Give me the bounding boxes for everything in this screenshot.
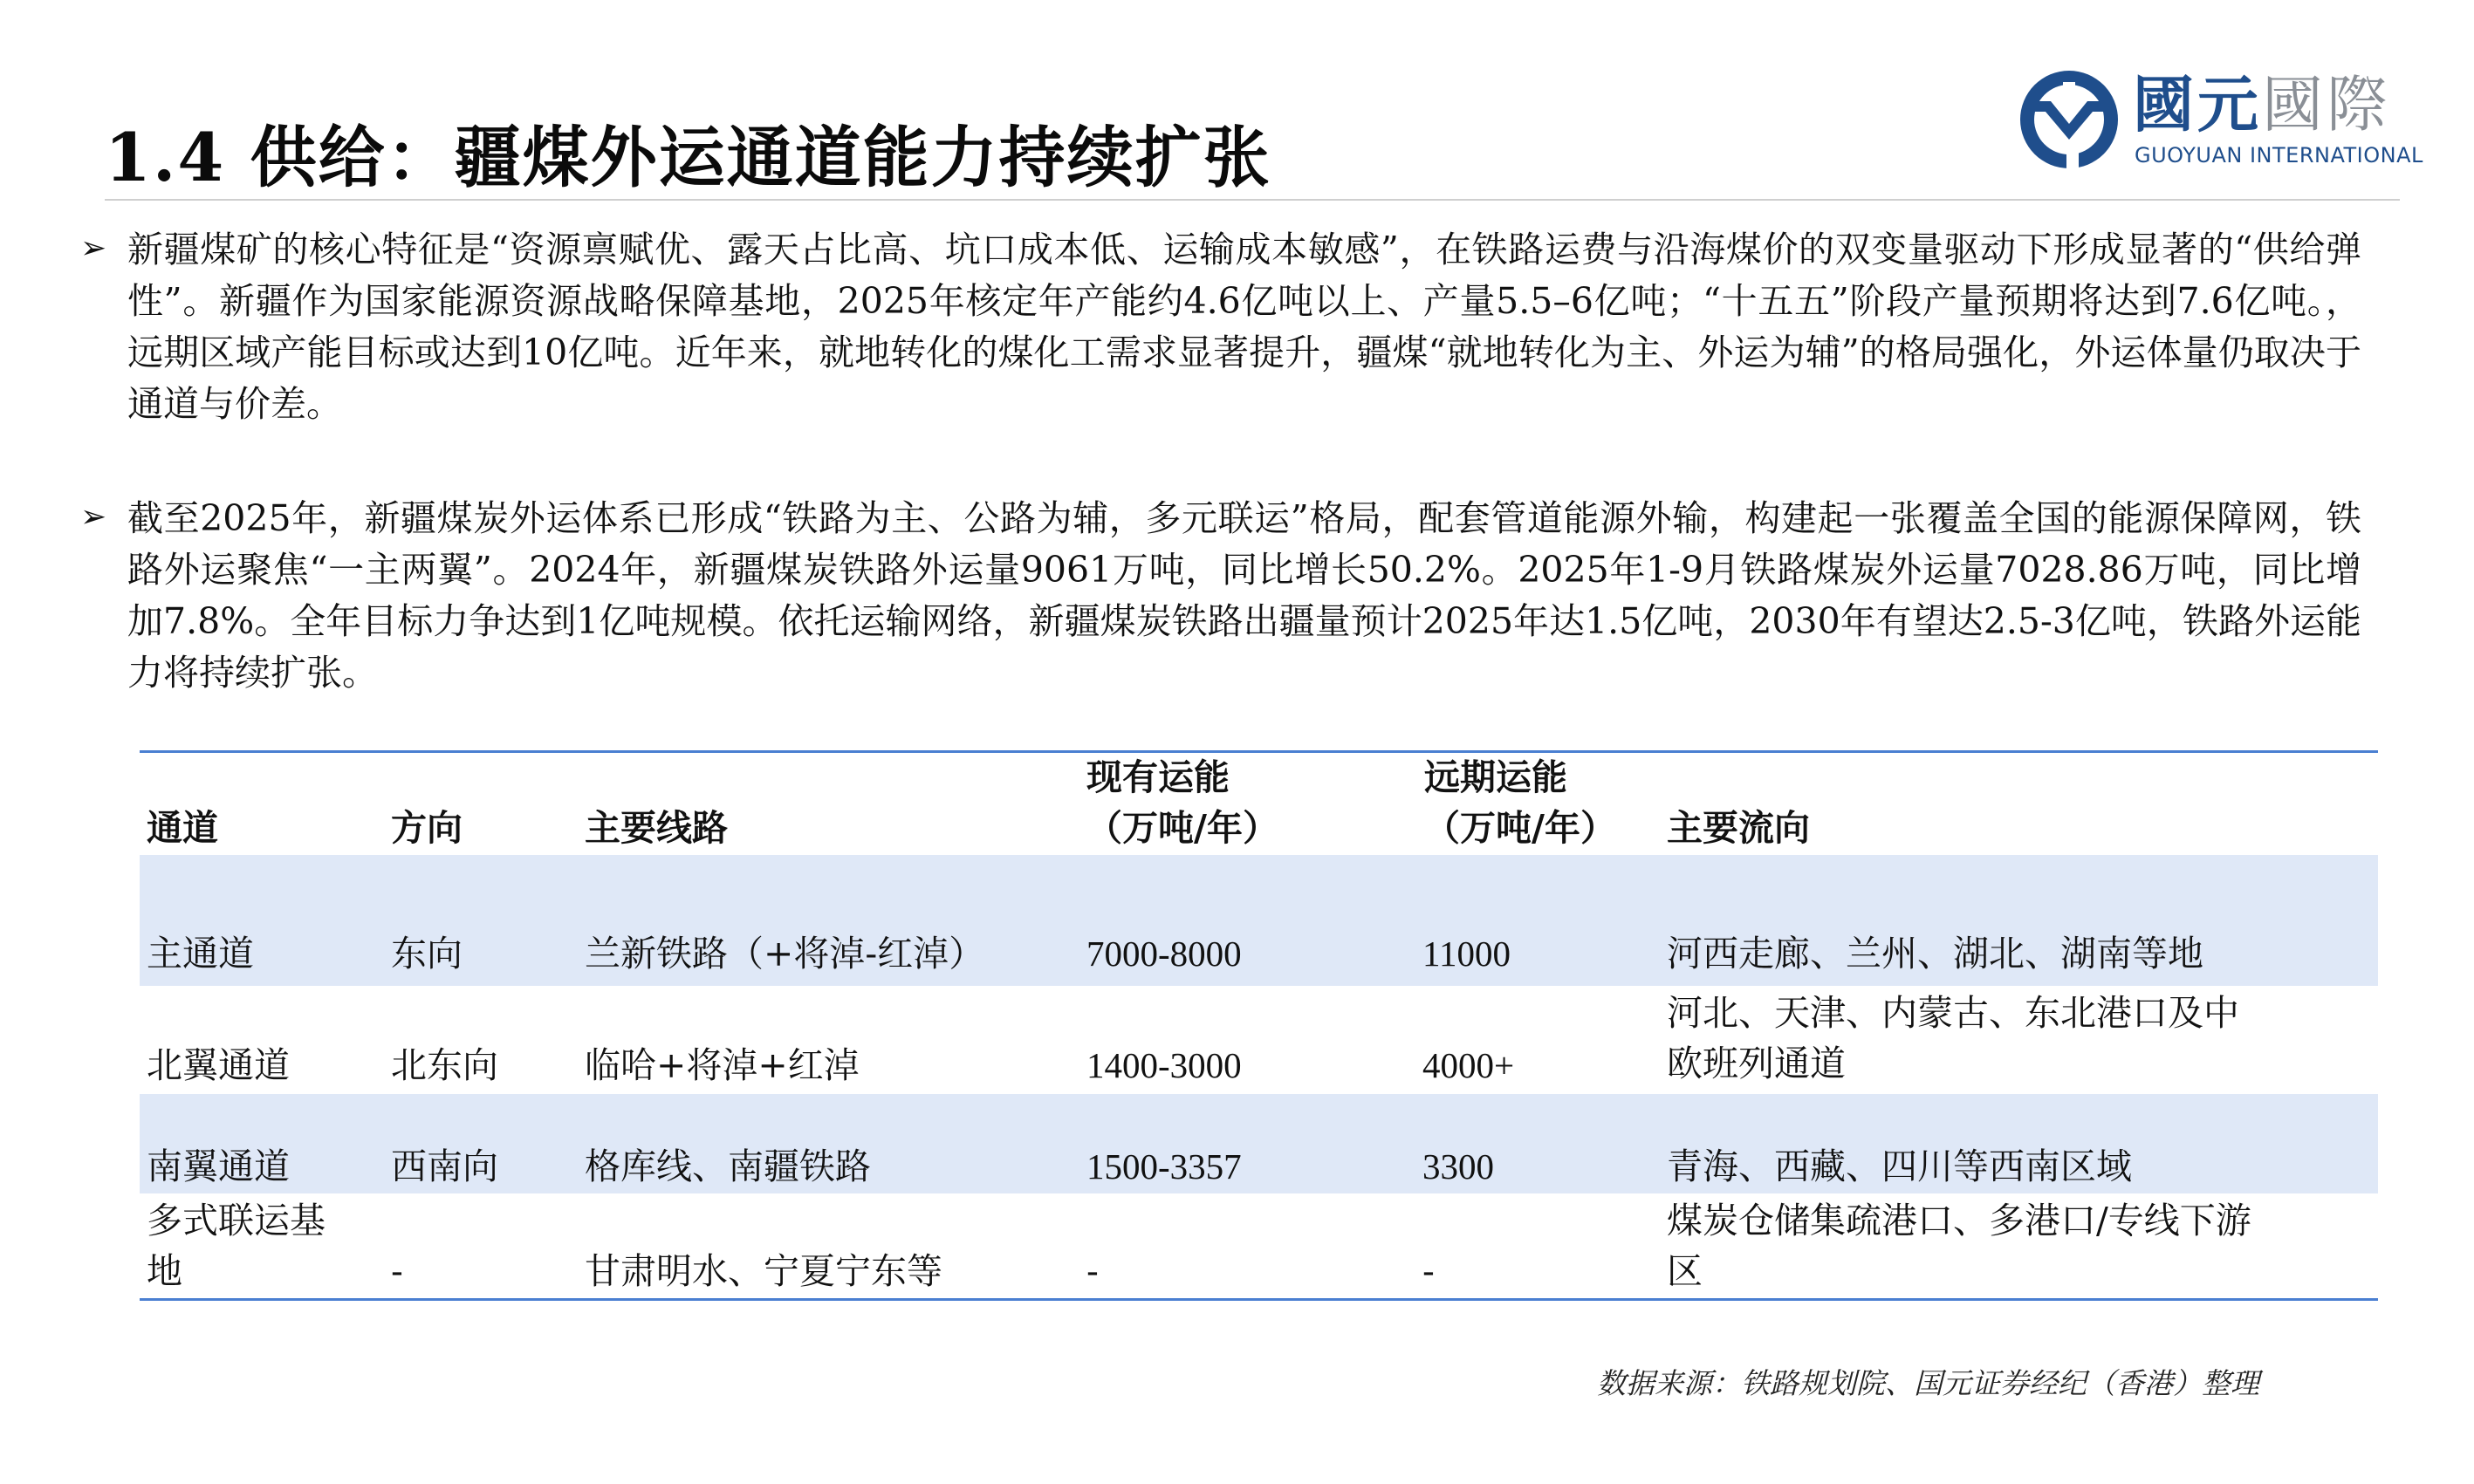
header-current-capacity — [1086, 752, 1418, 853]
bullet-icon: ➢ — [80, 230, 107, 266]
title-divider — [105, 199, 2400, 201]
cell-flow-line2: 区 — [1667, 1250, 1703, 1292]
table-row — [140, 855, 2378, 986]
cell-channel-line2: 地 — [147, 1250, 182, 1292]
cell-route: 兰新铁路（+将淖-红淖） — [585, 933, 985, 975]
cell-flow: 青海、西藏、四川等西南区域 — [1667, 1145, 2132, 1187]
header-channel: 通道 — [147, 807, 218, 849]
guoyuan-logo — [2016, 66, 2423, 180]
paragraph-supply-overview: 新疆煤矿的核心特征是“资源禀赋优、露天占比高、坑口成本低、运输成本敏感”，在铁路运费与沿海煤价的双变量驱动下形成显著的“供给弹性”。新疆作为国家能源资源战略保障基地，2025年核定年产能约4.6亿吨以上、产量5.5–6亿吨；“十五五”阶段产量预期将达到7.6亿吨。，远期区域产能目标或达到10亿吨。近年来，就地转化的煤化工需求显著提升，疆煤“就地转化为主、外运为辅”的格局强化，外运体量仍取决于通道与价差。 — [127, 229, 2361, 425]
logo-english-text: GUOYUAN INTERNATIONAL — [2135, 143, 2423, 168]
cell-current: 1400-3000 — [1086, 1045, 1242, 1085]
cell-channel-line1: 多式联运基 — [147, 1200, 326, 1241]
cell-direction: 北东向 — [391, 1044, 498, 1086]
cell-route: 临哈+将淖+红淖 — [585, 1044, 860, 1086]
cell-direction: - — [391, 1250, 403, 1292]
cell-channel — [147, 1195, 382, 1296]
cell-flow-line1: 河北、天津、内蒙古、东北港口及中 — [1667, 992, 2239, 1034]
cell-route: 格库线、南疆铁路 — [585, 1145, 871, 1187]
table-row — [140, 1094, 2378, 1193]
header-future-capacity-line2: （万吨/年） — [1424, 807, 1616, 849]
cell-channel: 北翼通道 — [147, 1044, 290, 1086]
cell-future: 3300 — [1422, 1146, 1494, 1187]
paragraph-transport-system: 截至2025年，新疆煤炭外运体系已形成“铁路为主、公路为辅，多元联运”格局，配套管道能源外输，构建起一张覆盖全国的能源保障网，铁路外运聚焦“一主两翼”。2024年，新疆煤炭铁路外运量9061万吨，同比增长50.2%。2025年1-9月铁路煤炭外运量7028.86万吨，同比增加7.8%。全年目标力争达到1亿吨规模。依托运输网络，新疆煤炭铁路出疆量预计2025年达1.5亿吨，2030年有望达2.5-3亿吨，铁路外运能力将持续扩张。 — [127, 497, 2361, 694]
header-flow: 主要流向 — [1667, 807, 1810, 849]
table-header-row — [140, 750, 2378, 855]
cell-current: 7000-8000 — [1086, 933, 1242, 974]
table-row — [140, 1193, 2378, 1298]
cell-current: - — [1086, 1250, 1099, 1292]
guoyuan-logo-icon — [2016, 66, 2122, 173]
logo-cn-bold: 國元 — [2133, 69, 2262, 140]
cell-channel: 南翼通道 — [147, 1145, 290, 1187]
header-future-capacity-line1: 远期运能 — [1424, 756, 1567, 798]
cell-future: - — [1422, 1250, 1435, 1292]
cell-flow — [1667, 988, 2365, 1089]
cell-future: 11000 — [1422, 933, 1511, 974]
table-bottom-rule — [140, 1298, 2378, 1301]
page-title: 1.4 供给：疆煤外运通道能力持续扩张 — [105, 119, 1271, 196]
cell-current: 1500-3357 — [1086, 1146, 1242, 1187]
data-source-note: 数据来源：铁路规划院、国元证券经纪（香港）整理 — [1597, 1366, 2259, 1400]
cell-flow-line1: 煤炭仓储集疏港口、多港口/专线下游 — [1667, 1200, 2251, 1241]
header-direction: 方向 — [391, 807, 463, 849]
cell-direction: 西南向 — [391, 1145, 498, 1187]
bullet-icon: ➢ — [80, 499, 107, 535]
cell-direction: 东向 — [391, 933, 463, 975]
cell-future: 4000+ — [1422, 1045, 1515, 1085]
header-current-capacity-line2: （万吨/年） — [1086, 807, 1278, 849]
header-future-capacity — [1424, 752, 1686, 853]
cell-channel: 主通道 — [147, 933, 254, 975]
cell-flow — [1667, 1195, 2365, 1296]
header-route: 主要线路 — [585, 807, 728, 849]
header-current-capacity-line1: 现有运能 — [1086, 756, 1230, 798]
cell-route: 甘肃明水、宁夏宁东等 — [585, 1250, 942, 1292]
table-row — [140, 986, 2378, 1094]
logo-chinese-text — [2133, 70, 2391, 140]
logo-cn-light: 國際 — [2262, 69, 2391, 140]
cell-flow-line2: 欧班列通道 — [1667, 1043, 1846, 1084]
cell-flow: 河西走廊、兰州、湖北、湖南等地 — [1667, 933, 2203, 975]
